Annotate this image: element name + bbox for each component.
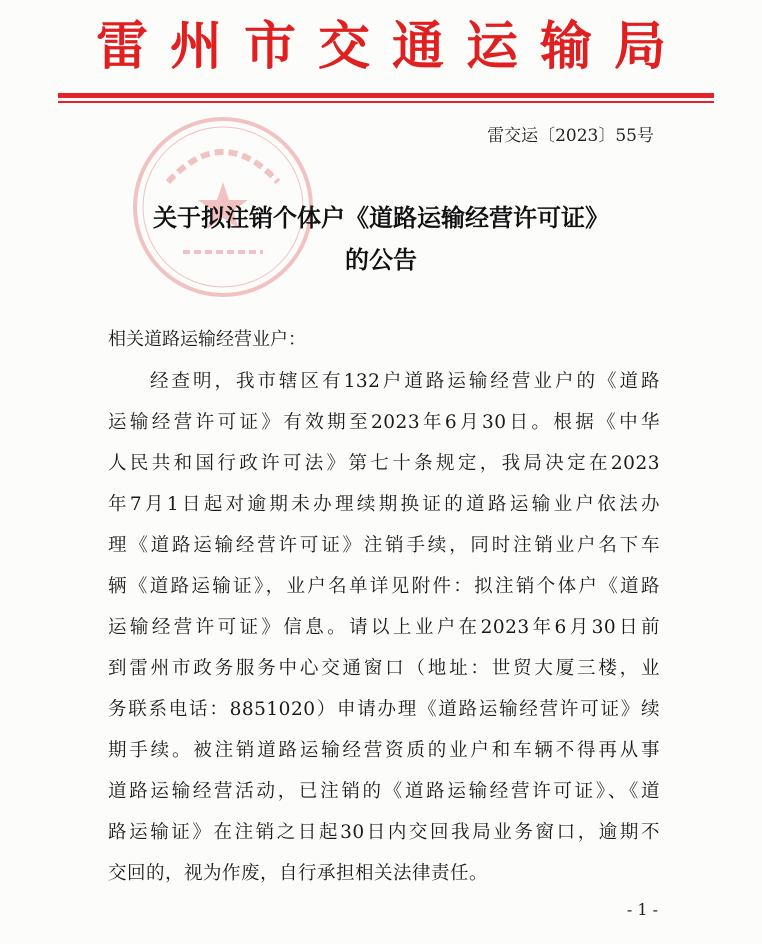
body-line: 辆《道路运输证》，业户名单详见附件：拟注销个体户《道路: [108, 576, 660, 597]
body-line: 路运输证》在注销之日起30日内交回我局业务窗口，逾期不: [108, 822, 660, 843]
body-line: 运输经营许可证》信息。请以上业户在2023年6月30日前: [108, 617, 660, 638]
agency-masthead: 雷州市交通运输局: [95, 16, 688, 77]
body-line: 运输经营许可证》有效期至2023年6月30日。根据《中华: [108, 412, 660, 433]
body-line: 期手续。被注销道路运输经营资质的业户和车辆不得再从事: [108, 740, 660, 761]
red-rule-thick: [58, 93, 714, 98]
notice-title-line-1: 关于拟注销个体户《道路运输经营许可证》: [153, 204, 609, 232]
document-number: 雷交运〔2023〕55号: [487, 126, 654, 146]
body-line: 经查明，我市辖区有132户道路运输经营业户的《道路: [150, 371, 660, 392]
body-line: 交回的，视为作废，自行承担相关法律责任。: [108, 863, 489, 884]
red-rule-thin: [58, 101, 714, 103]
body-line: 年7月1日起对逾期未办理续期换证的道路运输业户依法办: [108, 494, 660, 515]
body-line: 人民共和国行政许可法》第七十条规定，我局决定在2023: [108, 453, 660, 474]
notice-title-line-2: 的公告: [345, 246, 417, 274]
body-line: 务联系电话：8851020）申请办理《道路运输经营许可证》续: [108, 699, 660, 720]
body-line: 理《道路运输经营许可证》注销手续，同时注销业户名下车: [108, 535, 660, 556]
body-line: 到雷州市政务服务中心交通窗口（地址：世贸大厦三楼，业: [108, 658, 660, 679]
page-number: - 1 -: [626, 900, 658, 919]
body-line: 道路运输经营活动，已注销的《道路运输经营许可证》、《道: [108, 781, 660, 802]
salutation: 相关道路运输经营业户：: [108, 329, 306, 350]
